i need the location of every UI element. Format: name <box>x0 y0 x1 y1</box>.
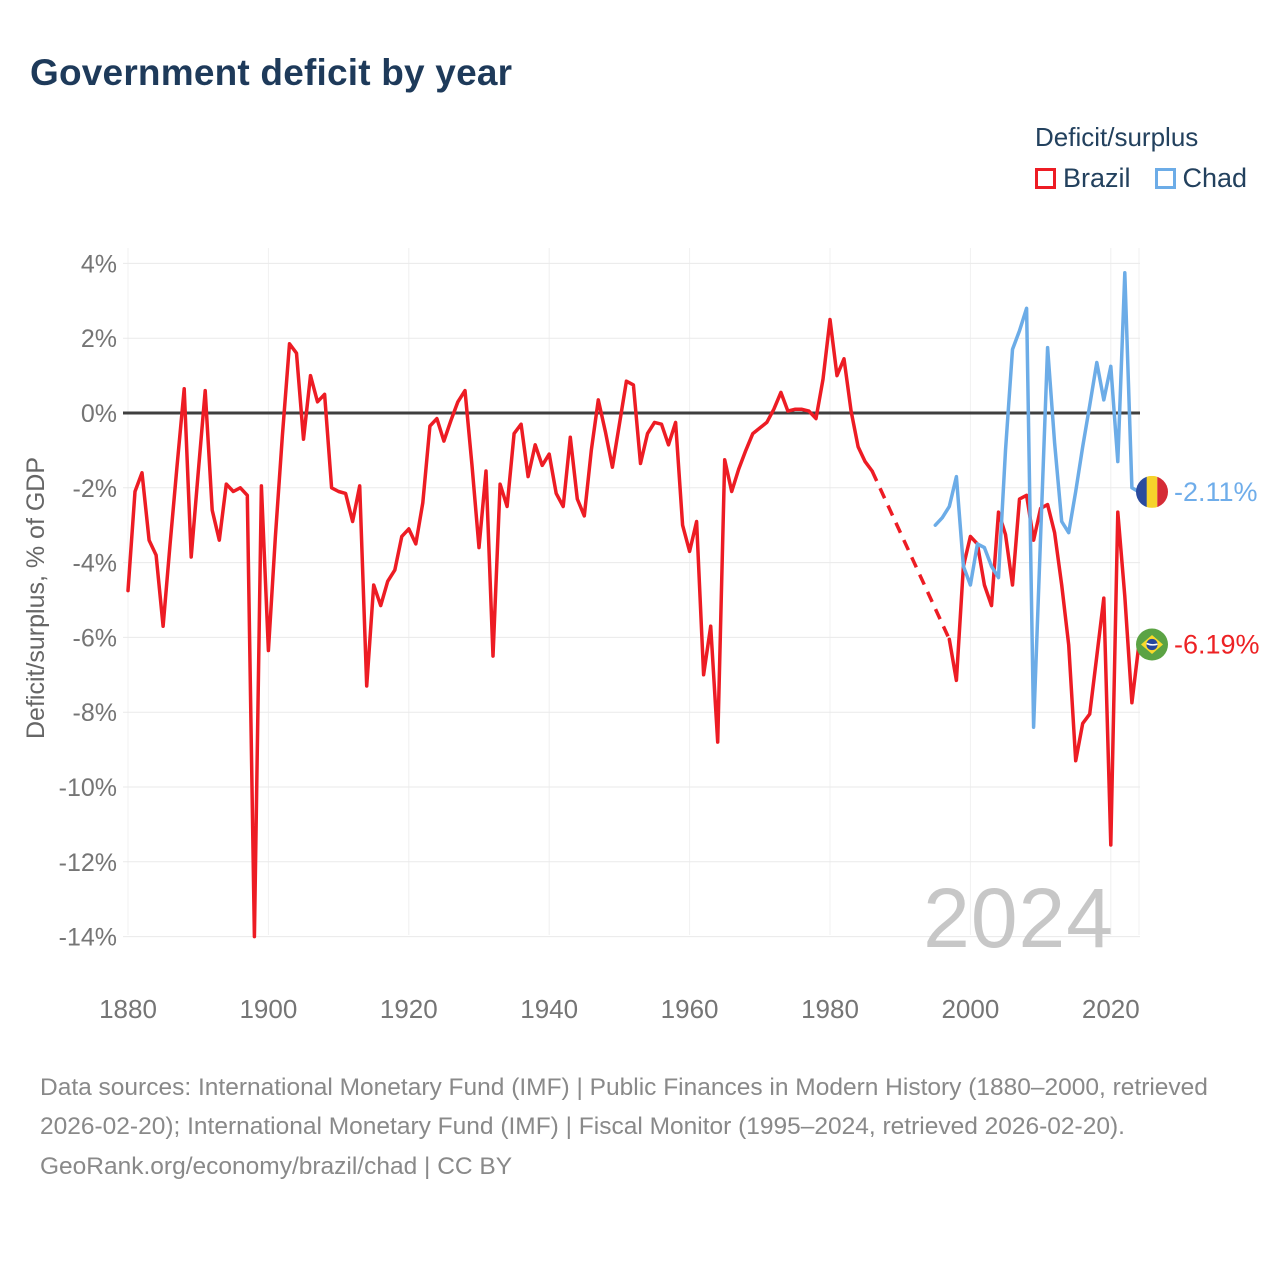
y-tick-label: -8% <box>72 699 117 728</box>
brazil-end-value-label: -6.19% <box>1174 629 1260 660</box>
y-tick-label: -10% <box>58 774 117 802</box>
x-tick-label: 1880 <box>99 994 157 1024</box>
legend-label-chad: Chad <box>1182 163 1248 193</box>
x-tick-label: 1980 <box>801 994 859 1024</box>
legend-title: Deficit/surplus <box>1035 122 1199 152</box>
brazil-flag-icon <box>1136 629 1168 661</box>
x-tick-label: 1900 <box>239 994 298 1024</box>
attribution-link[interactable]: GeoRank.org/economy/brazil/chad | CC BY <box>40 1153 513 1180</box>
y-tick-label: -12% <box>58 848 117 877</box>
year-watermark: 2024 <box>923 871 1114 965</box>
data-sources-text: Data sources: International Monetary Fund (IMF) | Public Finances in Modern History (1880–2000, retrieved 2026-02-20); International Monetary Fund (IMF) | Fiscal Monitor (1995–2024, retrieved 2026-02-20). <box>40 1074 1208 1140</box>
x-tick-label: 1940 <box>520 994 579 1024</box>
footer <box>40 1068 1250 1186</box>
legend-item-brazil[interactable] <box>1035 163 1131 194</box>
y-tick-label: 4% <box>80 250 117 279</box>
legend-row <box>1035 163 1247 194</box>
chad-line[interactable] <box>935 273 1139 727</box>
x-tick-label: 2000 <box>941 994 1000 1024</box>
y-axis-title: Deficit/surplus, % of GDP <box>22 456 50 740</box>
legend-item-chad[interactable] <box>1155 163 1248 194</box>
x-tick-label: 1960 <box>660 994 719 1024</box>
y-tick-label: -2% <box>72 474 117 503</box>
chad-swatch-icon <box>1155 168 1176 189</box>
x-tick-label: 1920 <box>379 994 438 1024</box>
y-tick-label: 0% <box>80 400 117 428</box>
chart-legend <box>1035 122 1247 194</box>
brazil-line-dashed-gap[interactable] <box>872 471 949 639</box>
y-tick-label: -6% <box>72 624 117 653</box>
brazil-swatch-icon <box>1035 168 1056 189</box>
page-title: Government deficit by year <box>30 52 513 93</box>
chad-flag-icon <box>1136 476 1168 508</box>
x-tick-label: 2020 <box>1081 994 1140 1024</box>
legend-label-brazil: Brazil <box>1063 163 1131 193</box>
chad-end-value-label: -2.11% <box>1174 476 1258 507</box>
y-tick-label: -14% <box>58 923 117 952</box>
y-tick-label: 2% <box>80 325 117 354</box>
y-tick-label: -4% <box>72 549 117 578</box>
